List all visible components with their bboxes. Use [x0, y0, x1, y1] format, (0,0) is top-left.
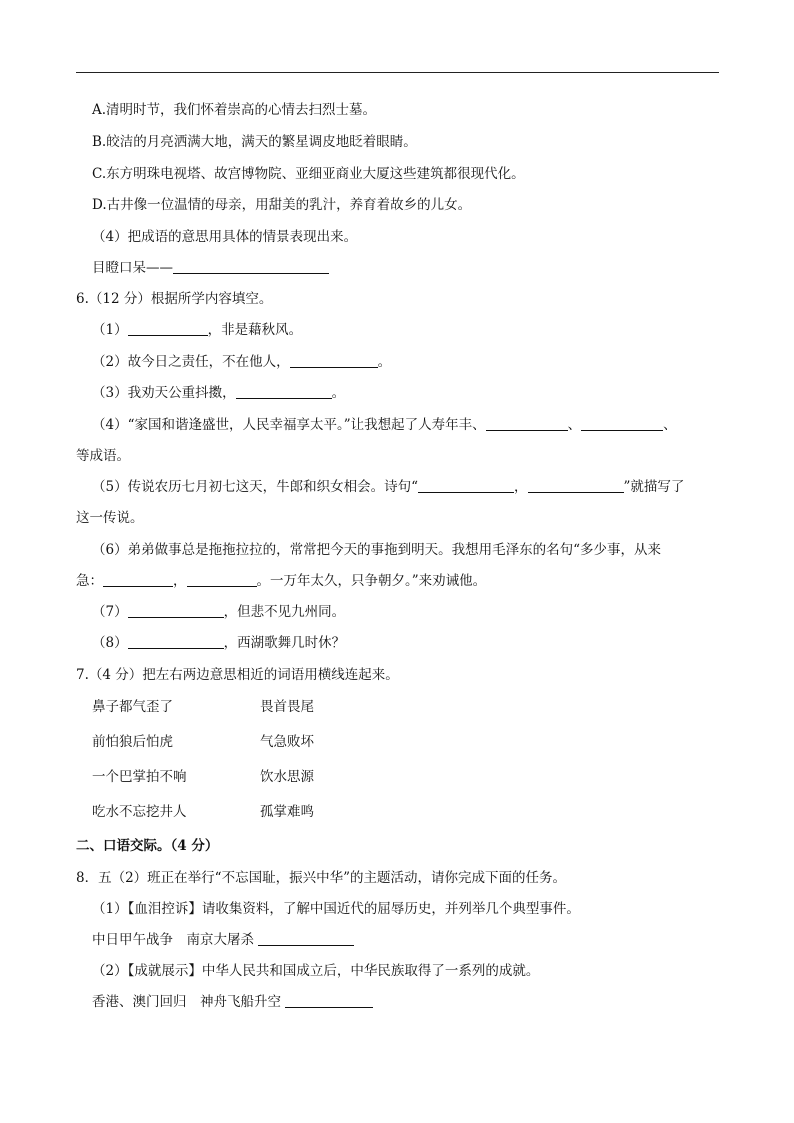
q8-1-prompt: （1）【血泪控诉】请收集资料，了解中国近代的屈辱历史，并列举几个典型事件。	[92, 901, 580, 917]
q6-4	[92, 416, 677, 434]
answer-blank[interactable]	[173, 260, 329, 274]
q6-7-label: （7）	[92, 604, 128, 620]
answer-blank[interactable]	[258, 932, 354, 946]
q7-left-item[interactable]: 吃水不忘挖井人	[92, 804, 187, 820]
q6-6-cont-b: ，	[173, 573, 187, 589]
q6-8	[92, 634, 345, 652]
q7-left-item[interactable]: 前怕狼后怕虎	[92, 734, 173, 750]
q5-4-line	[92, 259, 329, 277]
q6-1-text: ，非是藉秋风。	[207, 322, 303, 338]
q7-right-item[interactable]: 饮水思源	[260, 769, 314, 785]
section-heading: 二、口语交际。（4 分）	[76, 838, 219, 854]
q6-3-text: （3）我劝天公重抖擞，	[92, 385, 236, 401]
q6-2-end: 。	[377, 354, 392, 370]
q8-2-events: 香港、澳门回归 神舟飞船升空	[92, 994, 281, 1010]
q6-1	[92, 321, 302, 339]
q6-8-label: （8）	[92, 635, 128, 651]
answer-blank[interactable]	[290, 354, 378, 368]
q8-1-answer	[92, 931, 354, 949]
q8-title: 8．五（2）班正在举行“不忘国耻，振兴中华”的主题活动，请你完成下面的任务。	[76, 870, 566, 886]
q7-left-item[interactable]: 鼻子都气歪了	[92, 699, 173, 715]
q6-6-cont-a: 急：	[76, 573, 103, 589]
option-b: B.皎洁的月亮洒满大地，满天的繁星调皮地眨着眼睛。	[92, 134, 417, 150]
option-c: C.东方明珠电视塔、故宫博物院、亚细亚商业大厦这些建筑都很现代化。	[92, 166, 525, 182]
answer-blank[interactable]	[236, 385, 332, 399]
answer-blank[interactable]	[418, 479, 514, 493]
answer-blank[interactable]	[581, 417, 663, 431]
q6-title: 6.（12 分）根据所学内容填空。	[76, 291, 273, 307]
q6-8-text: ，西湖歌舞几时休？	[223, 635, 346, 651]
option-a: A.清明时节，我们怀着崇高的心情去扫烈士墓。	[92, 102, 377, 118]
q6-4-end: 、	[663, 417, 677, 433]
q6-5-mid: ，	[514, 479, 528, 495]
q6-5-text: （5）传说农历七月初七这天，牛郎和织女相会。诗句“	[92, 479, 418, 495]
q6-4-sep: 、	[567, 417, 582, 433]
answer-blank[interactable]	[128, 322, 208, 336]
q7-right-item[interactable]: 气急败坏	[260, 734, 314, 750]
option-d: D.古井像一位温情的母亲，用甜美的乳汁，养育着故乡的儿女。	[92, 197, 472, 213]
q6-5-cont: 这一传说。	[76, 510, 144, 526]
q6-7	[92, 603, 345, 621]
q6-6: （6）弟弟做事总是拖拖拉拉的，常常把今天的事拖到明天。我想用毛泽东的名句“多少事，从来	[92, 542, 661, 558]
q6-4-cont: 等成语。	[76, 448, 130, 464]
q7-title: 7.（4 分）把左右两边意思相近的词语用横线连起来。	[76, 667, 399, 683]
header-rule	[76, 72, 719, 73]
answer-blank[interactable]	[187, 573, 257, 587]
q7-right-item[interactable]: 畏首畏尾	[260, 699, 314, 715]
q6-4-text: （4）“家国和谐逢盛世，人民幸福享太平。”让我想起了人寿年丰、	[92, 417, 486, 433]
q8-2-prompt: （2）【成就展示】中华人民共和国成立后，中华民族取得了一系列的成就。	[92, 963, 540, 979]
q6-7-text: ，但悲不见九州同。	[223, 604, 346, 620]
q6-5	[92, 478, 684, 496]
answer-blank[interactable]	[528, 479, 624, 493]
answer-blank[interactable]	[285, 994, 373, 1008]
q6-6-cont	[76, 572, 486, 590]
answer-blank[interactable]	[128, 635, 224, 649]
answer-blank[interactable]	[486, 417, 568, 431]
q6-3	[92, 384, 345, 402]
q6-2	[92, 353, 391, 371]
answer-blank[interactable]	[103, 573, 173, 587]
q5-4-idiom: 目瞪口呆——	[92, 260, 173, 276]
q6-3-end: 。	[331, 385, 346, 401]
q6-5-end: ”就描写了	[623, 479, 685, 495]
answer-blank[interactable]	[128, 604, 224, 618]
q5-4-prompt: （4）把成语的意思用具体的情景表现出来。	[92, 229, 358, 245]
q8-1-events: 中日甲午战争 南京大屠杀	[92, 932, 254, 948]
q6-6-cont-c: 。一万年太久，只争朝夕。”来劝诫他。	[256, 573, 487, 589]
q6-2-text: （2）故今日之责任，不在他人，	[92, 354, 290, 370]
q6-1-label: （1）	[92, 322, 128, 338]
q7-right-item[interactable]: 孤掌难鸣	[260, 804, 314, 820]
q8-2-answer	[92, 993, 373, 1011]
q7-left-item[interactable]: 一个巴掌拍不响	[92, 769, 187, 785]
